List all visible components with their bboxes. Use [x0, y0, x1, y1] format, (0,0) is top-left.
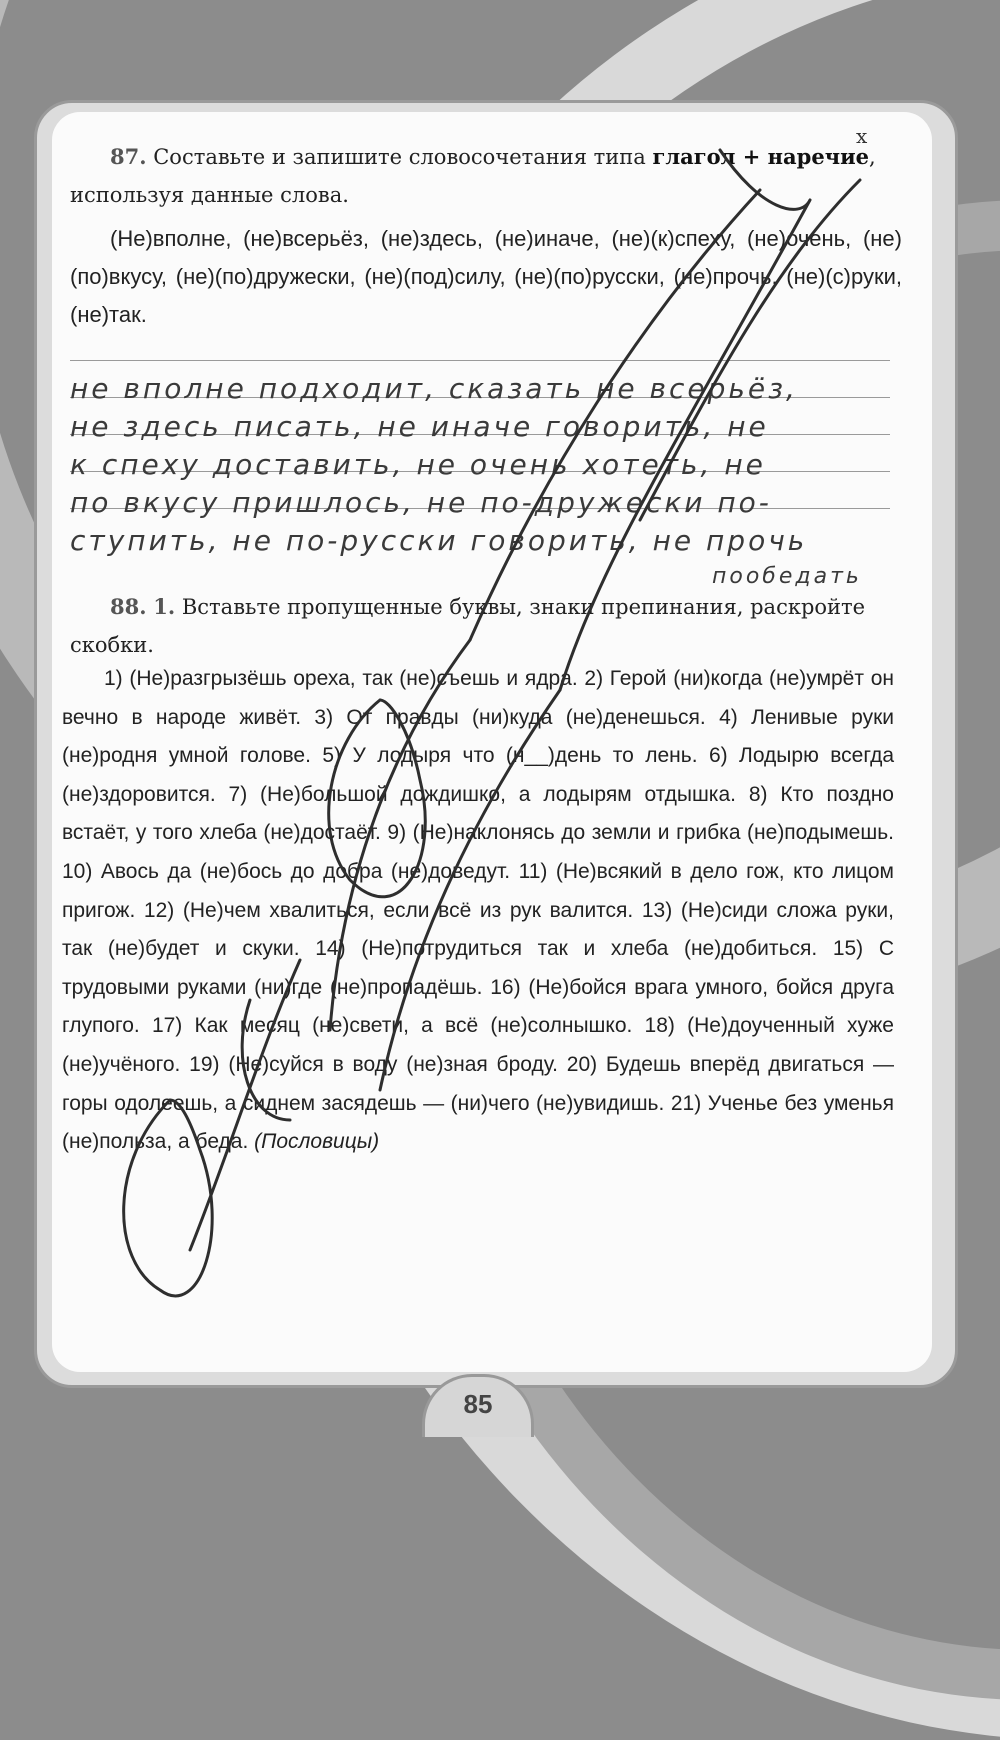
exercise-87-task: [70, 138, 900, 214]
handwritten-answer-line: к спеху доставить, не очень хотеть, не: [70, 448, 766, 481]
exercise-87-words: (Не)вполне, (не)всерьёз, (не)здесь, (не)иначе, (не)(к)спеху, (не)очень, (не)(по)вкусу, (не)(по)дружески, (не)(под)силу, (не)(по)русски, (не)прочь, (не)(с)руки, (не)так.: [70, 226, 902, 327]
exercise-88-instruction: Вставьте пропущенные буквы, знаки препинания, раскройте скобки.: [70, 595, 866, 657]
exercise-87-instruction-bold: глагол + наречие: [652, 144, 870, 169]
exercise-87-number: 87.: [110, 144, 147, 169]
exercise-88-number: 88.: [110, 594, 147, 619]
handwritten-answer-line: не вполне подходит, сказать не всерьёз,: [70, 372, 798, 405]
page-number: 85: [463, 1389, 493, 1419]
exercise-88-part: 1.: [153, 594, 176, 619]
corner-mark: x: [856, 124, 868, 148]
handwritten-answer-line: по вкусу пришлось, не по-дружески по-: [70, 486, 772, 519]
handwritten-answer-line: не здесь писать, не иначе говорить, не: [70, 410, 769, 443]
proverbs-text: 1) (Не)разгрызёшь ореха, так (не)съешь и ядра. 2) Герой (ни)когда (не)умрёт он вечно в народе живёт. 3) От правды (ни)куда (не)денешься. 4) Ленивые руки (не)родня умной голове. 5) У лодыря что (н__)день то лень. 6) Лодырю всегда (не)здоровится. 7) (Не)большой дождишко, а лодырям отдышка. 8) Кто поздно встаёт, у того хлеба (не)достаёт. 9) (Не)наклонясь до земли и грибка (не)подымешь. 10) Авось да (не)бось до добра (не)доведут. 11) (Не)всякий в дело гож, кто лицом пригож. 12) (Не)чем хвалиться, если всё из рук валится. 13) (Не)сиди сложа руки, так (не)будет и скуки. 14) (Не)потрудиться так и хлеба (не)добиться. 15) С трудовыми руками (ни)где (не)пропадёшь. 16) (Не)бойся врага умного, бойся друга глупого. 17) Как месяц (не)свети, а всё (не)солнышко. 18) (Не)доученный хуже (не)учёного. 19) (Не)суйся в воду (не)зная броду. 20) Будешь вперёд двигаться — горы одолеешь, а сиднем засядешь — (ни)чего (не)увидишь. 21) Ученье без уменья (не)польза, а беда.: [62, 667, 894, 1154]
exercise-88-text: [62, 660, 894, 1162]
exercise-88-task: [70, 588, 900, 664]
exercise-87-instruction-end: , используя данные слова.: [70, 145, 876, 207]
handwritten-answer-line: пообедать: [712, 564, 862, 589]
handwritten-answer-line: ступить, не по-русски говорить, не прочь: [70, 524, 808, 557]
exercise-87-instruction-start: Составьте и запишите словосочетания типа: [153, 145, 653, 169]
proverbs-source: (Пословицы): [254, 1130, 380, 1154]
